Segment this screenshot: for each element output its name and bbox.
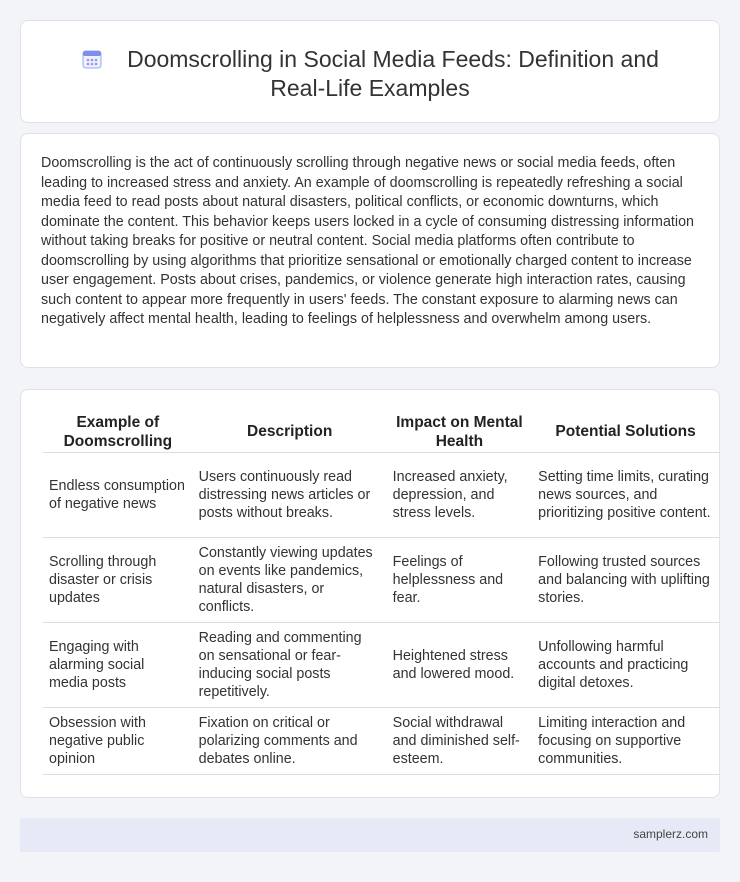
table-row [43,452,719,537]
column-header-solutions: Potential Solutions [532,412,719,452]
cell-impact: Increased anxiety, depression, and stress levels. [387,452,533,537]
intro-card [20,133,720,368]
cell-description: Users continuously read distressing news articles or posts without breaks. [193,452,387,537]
cell-solution: Limiting interaction and focusing on supportive communities. [532,707,719,774]
examples-table [43,412,719,775]
cell-example: Scrolling through disaster or crisis updates [43,537,193,622]
page-title [21,45,719,103]
table-row [43,537,719,622]
column-header-example: Example of Doomscrolling [43,412,193,452]
title-card [20,20,720,123]
table-row [43,622,719,707]
footer-site-link[interactable]: samplerz.com [633,827,708,841]
cell-example: Endless consumption of negative news [43,452,193,537]
cell-impact: Social withdrawal and diminished self-esteem. [387,707,533,774]
cell-description: Fixation on critical or polarizing comments and debates online. [193,707,387,774]
calendar-icon [81,48,103,70]
title-line-2: Real-Life Examples [270,75,470,101]
table-card [20,389,720,798]
cell-description: Reading and commenting on sensational or fear-inducing social posts repetitively. [193,622,387,707]
cell-example: Engaging with alarming social media posts [43,622,193,707]
cell-example: Obsession with negative public opinion [43,707,193,774]
cell-impact: Feelings of helplessness and fear. [387,537,533,622]
cell-description: Constantly viewing updates on events like pandemics, natural disasters, or conflicts. [193,537,387,622]
footer-bar [20,818,720,852]
column-header-description: Description [193,412,387,452]
cell-solution: Setting time limits, curating news sources, and prioritizing positive content. [532,452,719,537]
cell-solution: Unfollowing harmful accounts and practicing digital detoxes. [532,622,719,707]
cell-solution: Following trusted sources and balancing with uplifting stories. [532,537,719,622]
table-row [43,707,719,774]
intro-paragraph: Doomscrolling is the act of continuously scrolling through negative news or social media feeds, often leading to increased stress and anxiety. An example of doomscrolling is repeatedly refreshing a social media feed to read posts about natural disasters, political conflicts, or economic downturns, which dominate the content. This behavior keeps users locked in a cycle of consuming distressing information without taking breaks for positive or neutral content. Social media platforms often contribute to doomscrolling by using algorithms that prioritize sensational or emotionally charged content to increase user engagement. Posts about crises, pandemics, or violence generate high interaction rates, causing such content to appear more frequently in users' feeds. The constant exposure to alarming news can negatively affect mental health, leading to feelings of helplessness and overwhelm among users. [41,155,694,327]
table-header-row [43,412,719,452]
title-line-1: Doomscrolling in Social Media Feeds: Definition and [127,46,659,72]
column-header-impact: Impact on Mental Health [387,412,533,452]
cell-impact: Heightened stress and lowered mood. [387,622,533,707]
